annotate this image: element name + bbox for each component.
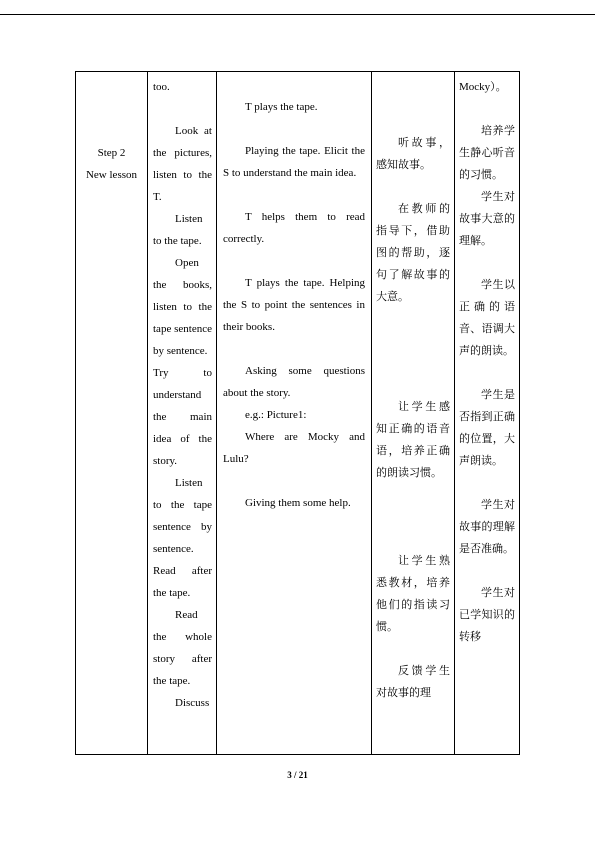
assessment-cell [455, 72, 520, 755]
teacher-activity-cell [217, 72, 372, 755]
purpose-line: 让学生熟悉教材，培养他们的指读习惯。 [376, 555, 450, 633]
student-activity-line: Listen to the tape sentence by sentence. [153, 477, 212, 555]
student-activity-line: too. [153, 81, 170, 93]
student-activity-line: Try to understand the main idea of the story. [153, 367, 212, 467]
student-activity-line: Read the whole story after the tape. [153, 609, 212, 687]
lesson-plan-table [75, 71, 520, 755]
header-rule [0, 14, 595, 15]
assessment-line: 学生是否指到正确的位置，大声朗读。 [459, 389, 515, 467]
assessment-line: 学生以正确的语音、语调大声的朗读。 [459, 279, 515, 357]
purpose-line: 反馈学生对故事的理 [376, 665, 450, 699]
teacher-activity-line: Giving them some help. [245, 497, 351, 509]
assessment-line: Mocky）。 [459, 81, 507, 93]
page-number: 3 / 21 [287, 770, 308, 780]
table-row [76, 72, 520, 755]
teacher-activity-line: Playing the tape. Elicit the S to understand the main idea. [223, 145, 365, 179]
student-activity-line: Read after the tape. [153, 565, 212, 599]
teacher-activity-line: Where are Mocky and Lulu? [223, 431, 365, 465]
purpose-line: 听故事，感知故事。 [376, 137, 450, 171]
assessment-line: 学生对故事大意的理解。 [459, 191, 515, 247]
purpose-line: 让学生感知正确的语音语，培养正确的朗读习惯。 [376, 401, 450, 479]
purpose-line: 在教师的指导下，借助图的帮助，逐句了解故事的大意。 [376, 203, 450, 303]
assessment-line: 学生对已学知识的转移 [459, 587, 515, 643]
teacher-activity-line: T plays the tape. [245, 101, 318, 113]
assessment-line: 培养学生静心听音的习惯。 [459, 125, 515, 181]
teacher-activity-line: T helps them to read correctly. [223, 211, 365, 245]
step-title: New lesson [85, 169, 138, 181]
assessment-line: 学生对故事的理解是否准确。 [459, 499, 515, 555]
purpose-cell [372, 72, 455, 755]
step-number: Step 2 [97, 147, 126, 159]
student-activity-line: Listen to the tape. [153, 213, 203, 247]
student-activity-cell [148, 72, 217, 755]
teacher-activity-line: e.g.: Picture1: [245, 409, 307, 421]
teacher-activity-line: Asking some questions about the story. [223, 365, 365, 399]
student-activity-line: Discuss [175, 697, 210, 709]
student-activity-line: Look at the pictures, listen to the T. [153, 125, 212, 203]
student-activity-line: Open the books, listen to the tape sentence by sentence. [153, 257, 212, 357]
step-cell [76, 72, 148, 755]
teacher-activity-line: T plays the tape. Helping the S to point the sentences in their books. [223, 277, 365, 333]
